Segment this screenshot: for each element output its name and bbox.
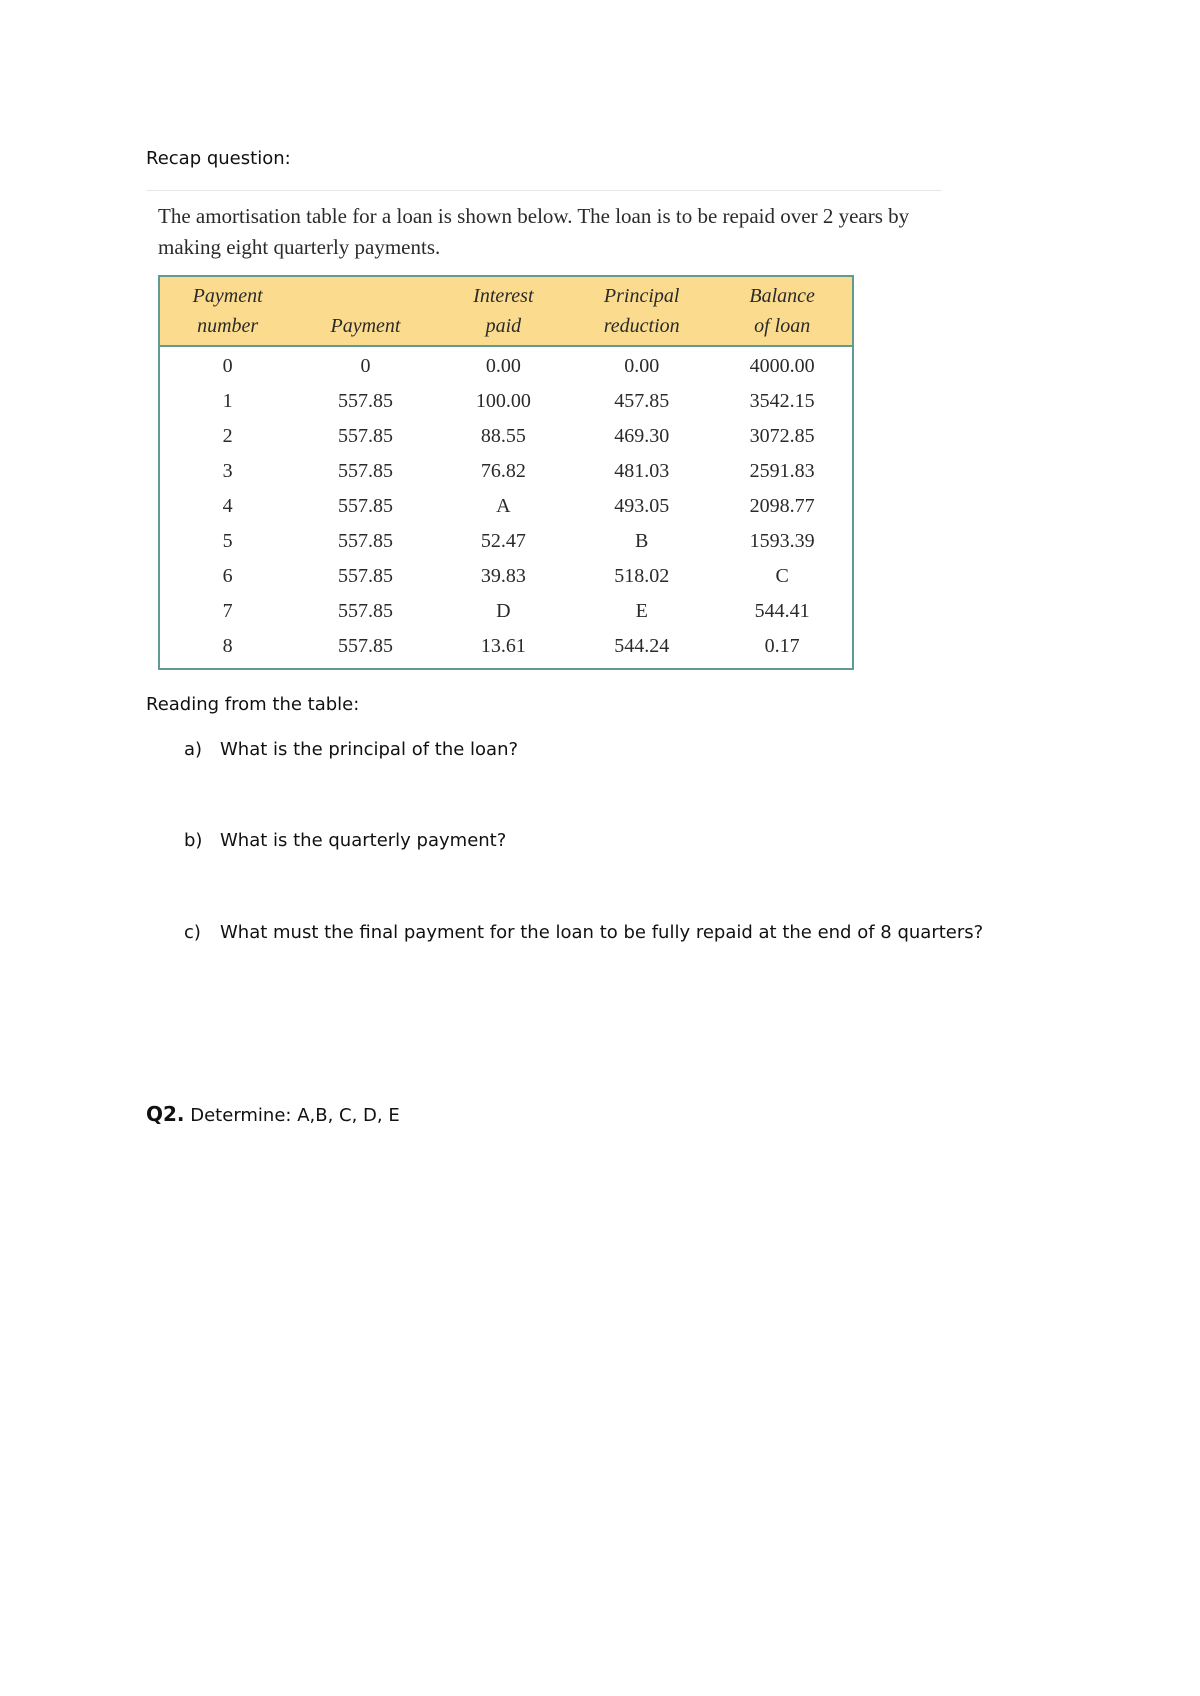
table-row <box>159 594 853 629</box>
cell-payment: 0 <box>360 355 371 377</box>
cell-balance: 544.41 <box>754 600 810 622</box>
table-row <box>159 384 853 419</box>
cell-principal-reduction: 518.02 <box>614 565 670 587</box>
cell-payment-number: 7 <box>222 600 233 622</box>
cell-payment-number: 4 <box>222 495 233 517</box>
cell-interest-paid: 52.47 <box>480 530 526 552</box>
question-2 <box>146 1102 400 1126</box>
question-letter: b) <box>184 830 203 851</box>
cell-interest-paid: 100.00 <box>475 390 531 412</box>
table-row <box>159 454 853 489</box>
cell-payment: 557.85 <box>337 635 393 657</box>
table-row <box>159 559 853 594</box>
cell-payment-number: 2 <box>222 425 233 447</box>
cell-payment: 557.85 <box>337 530 393 552</box>
intro-text: The amortisation table for a loan is shown below. The loan is to be repaid over 2 years by making eight quarterly payments. <box>158 204 910 259</box>
cell-payment: 557.85 <box>337 425 393 447</box>
cell-principal-reduction: 469.30 <box>614 425 670 447</box>
cell-interest-paid: 39.83 <box>480 565 526 587</box>
question-letter: a) <box>184 739 203 760</box>
cell-principal-reduction: 457.85 <box>614 390 670 412</box>
cell-payment-number: 3 <box>222 460 233 482</box>
question-text: What must the final payment for the loan to be fully repaid at the end of 8 quarters? <box>220 922 984 943</box>
cell-payment: 557.85 <box>337 460 393 482</box>
question-2-text: Determine: A,B, C, D, E <box>190 1105 400 1126</box>
question-text: What is the quarterly payment? <box>220 830 507 851</box>
cell-principal-reduction: E <box>635 600 648 622</box>
question-c <box>184 922 983 943</box>
cell-balance: 3542.15 <box>749 390 815 412</box>
cell-payment-number: 6 <box>222 565 233 587</box>
textbook-excerpt <box>146 190 942 670</box>
table-row <box>159 629 853 669</box>
cell-payment: 557.85 <box>337 600 393 622</box>
cell-payment: 557.85 <box>337 390 393 412</box>
cell-interest-paid: 76.82 <box>480 460 526 482</box>
cell-interest-paid: A <box>496 495 511 517</box>
cell-balance: C <box>775 565 789 587</box>
table-header-row <box>159 276 853 346</box>
cell-payment-number: 1 <box>222 390 233 412</box>
question-a <box>184 739 518 760</box>
cell-principal-reduction: 493.05 <box>614 495 670 517</box>
cell-balance: 3072.85 <box>749 425 815 447</box>
question-text: What is the principal of the loan? <box>220 739 519 760</box>
header-payment-number: Payment number <box>159 276 295 346</box>
cell-payment: 557.85 <box>337 495 393 517</box>
header-payment: Payment <box>295 276 435 346</box>
cell-payment-number: 8 <box>222 635 233 657</box>
cell-balance: 2098.77 <box>749 495 815 517</box>
table-row <box>159 524 853 559</box>
cell-interest-paid: 13.61 <box>480 635 526 657</box>
cell-principal-reduction: 0.00 <box>624 355 660 377</box>
header-principal-reduction: Principal reduction <box>571 276 712 346</box>
cell-payment: 557.85 <box>337 565 393 587</box>
cell-interest-paid: 0.00 <box>485 355 521 377</box>
cell-payment-number: 0 <box>222 355 233 377</box>
cell-balance: 0.17 <box>764 635 800 657</box>
cell-balance: 1593.39 <box>749 530 815 552</box>
cell-balance: 4000.00 <box>749 355 815 377</box>
cell-balance: 2591.83 <box>749 460 815 482</box>
amortisation-table <box>158 275 854 670</box>
cell-interest-paid: D <box>496 600 511 622</box>
cell-principal-reduction: 544.24 <box>614 635 670 657</box>
header-interest-paid: Interest paid <box>436 276 571 346</box>
reading-heading: Reading from the table: <box>146 694 360 715</box>
table-row <box>159 419 853 454</box>
question-letter: c) <box>184 922 201 943</box>
cell-principal-reduction: 481.03 <box>614 460 670 482</box>
cell-principal-reduction: B <box>635 530 649 552</box>
recap-title: Recap question: <box>146 148 291 169</box>
cell-interest-paid: 88.55 <box>480 425 526 447</box>
table-row <box>159 489 853 524</box>
question-b <box>184 830 506 851</box>
question-2-label: Q2. <box>146 1102 185 1126</box>
cell-payment-number: 5 <box>222 530 233 552</box>
table-row <box>159 346 853 384</box>
header-balance-of-loan: Balance of loan <box>712 276 853 346</box>
